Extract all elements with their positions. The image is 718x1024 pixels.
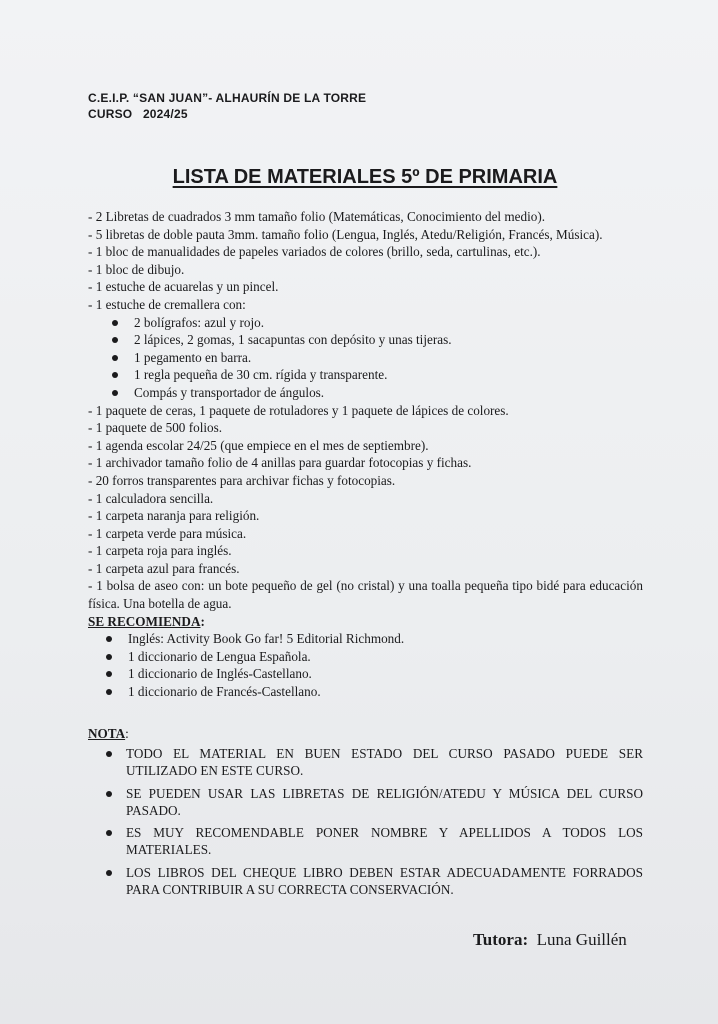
course-year: CURSO 2024/25	[88, 107, 188, 121]
recommended-heading-colon: :	[200, 613, 205, 629]
bullet-icon	[112, 390, 118, 396]
list-item-text: - 1 estuche de cremallera con:	[88, 296, 246, 312]
list-item	[88, 577, 643, 612]
bullet-icon	[106, 636, 112, 642]
note-heading-text: NOTA	[88, 725, 126, 741]
note-item	[88, 746, 643, 780]
recommended-item-text: 1 diccionario de Inglés-Castellano.	[128, 666, 312, 682]
note-item	[88, 786, 643, 820]
bullet-icon	[112, 355, 118, 361]
recommended-item-text: 1 diccionario de Francés-Castellano.	[128, 684, 321, 700]
recommended-heading	[88, 613, 643, 631]
signature-colon: :	[522, 930, 529, 949]
list-item-text: - 2 Libretas de cuadrados 3 mm tamaño folio (Matemáticas, Conocimiento del medio).	[88, 209, 546, 224]
list-item	[88, 261, 643, 279]
bullet-icon	[112, 337, 118, 343]
list-item-text: - 1 estuche de acuarelas y un pincel.	[88, 279, 279, 295]
materials-list	[88, 208, 643, 905]
note-item-text: ES MUY RECOMENDABLE PONER NOMBRE Y APELLIDOS A TODOS LOS MATERIALES.	[126, 825, 643, 858]
bullet-icon	[106, 751, 112, 757]
list-item-text: 1 pegamento en barra.	[134, 349, 252, 365]
list-item	[88, 226, 643, 244]
note-heading	[88, 725, 643, 743]
list-item-text: - 1 carpeta azul para francés.	[88, 560, 240, 576]
list-item	[88, 278, 643, 296]
list-item	[88, 542, 643, 560]
list-item-text: - 1 carpeta roja para inglés.	[88, 543, 232, 559]
list-item-text: - 1 calculadora sencilla.	[88, 490, 214, 506]
recommended-item	[88, 648, 643, 666]
sub-list-item	[88, 349, 643, 367]
list-item-text: - 1 bloc de manualidades de papeles variados de colores (brillo, seda, cartulinas, etc.).	[88, 244, 541, 260]
list-item-text: 2 bolígrafos: azul y rojo.	[134, 314, 265, 330]
recommended-item	[88, 630, 643, 648]
list-item	[88, 525, 643, 543]
recommended-item	[88, 665, 643, 683]
list-item	[88, 437, 643, 455]
list-item	[88, 419, 643, 437]
recommended-item-text: Inglés: Activity Book Go far! 5 Editorial Richmond.	[128, 631, 405, 647]
list-item-text: - 20 forros transparentes para archivar fichas y fotocopias.	[88, 472, 396, 488]
signature-label: Tutora	[473, 930, 523, 949]
list-item-text: - 1 agenda escolar 24/25 (que empiece en el mes de septiembre).	[88, 437, 429, 453]
signature	[473, 930, 627, 950]
list-item	[88, 402, 643, 420]
list-item-text: 1 regla pequeña de 30 cm. rígida y transparente.	[134, 367, 388, 383]
list-item-text: - 1 bloc de dibujo.	[88, 261, 185, 277]
list-item	[88, 490, 643, 508]
list-item-text: 2 lápices, 2 gomas, 1 sacapuntas con depósito y unas tijeras.	[134, 332, 452, 348]
recommended-list	[88, 630, 643, 700]
bullet-icon	[112, 372, 118, 378]
note-item-text: SE PUEDEN USAR LAS LIBRETAS DE RELIGIÓN/ATEDU Y MÚSICA DEL CURSO PASADO.	[126, 785, 643, 818]
list-item-text: - 1 paquete de 500 folios.	[88, 420, 223, 436]
school-name: C.E.I.P. “SAN JUAN”- ALHAURÍN DE LA TORRE	[88, 91, 367, 105]
list-item	[88, 454, 643, 472]
bullet-icon	[106, 689, 112, 695]
note-item-text: LOS LIBROS DEL CHEQUE LIBRO DEBEN ESTAR ADECUADAMENTE FORRADOS PARA CONTRIBUIR A SU CORRECTA CONSERVACIÓN.	[126, 865, 643, 897]
recommended-item	[88, 683, 643, 701]
list-item-text: - 1 paquete de ceras, 1 paquete de rotuladores y 1 paquete de lápices de colores.	[88, 402, 509, 418]
note-item-text: TODO EL MATERIAL EN BUEN ESTADO DEL CURSO PASADO PUEDE SER UTILIZADO EN ESTE CURSO.	[126, 746, 643, 779]
recommended-heading-text: SE RECOMIENDA	[88, 613, 201, 629]
list-item-text: - 1 archivador tamaño folio de 4 anillas para guardar fotocopias y fichas.	[88, 455, 472, 471]
note-list	[88, 746, 643, 898]
note-heading-colon: :	[125, 725, 129, 741]
list-item-text: - 1 carpeta verde para música.	[88, 525, 247, 541]
list-item	[88, 472, 643, 490]
document-title: LISTA DE MATERIALES 5º DE PRIMARIA	[172, 166, 558, 188]
sub-list-item	[88, 384, 643, 402]
bullet-icon	[106, 830, 112, 836]
school-header	[88, 90, 366, 122]
list-item	[88, 560, 643, 578]
note-item	[88, 825, 643, 859]
bullet-icon	[112, 320, 118, 326]
list-item	[88, 296, 643, 314]
sub-list-item	[88, 366, 643, 384]
note-item	[88, 865, 643, 899]
list-item	[88, 507, 643, 525]
bullet-icon	[106, 791, 112, 797]
list-item-text: - 1 bolsa de aseo con: un bote pequeño de gel (no cristal) y una toalla pequeña tipo bidé para educación física. Una botella de agua.	[88, 578, 643, 612]
list-item	[88, 243, 643, 261]
list-item-text: - 5 libretas de doble pauta 3mm. tamaño folio (Lengua, Inglés, Atedu/Religión, Francés, Música).	[88, 226, 603, 242]
bullet-icon	[106, 671, 112, 677]
recommended-item-text: 1 diccionario de Lengua Española.	[128, 648, 311, 664]
sub-list-item	[88, 314, 643, 332]
signature-name: Luna Guillén	[536, 930, 627, 949]
sub-list-item	[88, 331, 643, 349]
list-item-text: Compás y transportador de ángulos.	[134, 384, 325, 400]
bullet-icon	[106, 654, 112, 660]
list-item	[88, 208, 643, 226]
bullet-icon	[106, 870, 112, 876]
materials-items	[88, 208, 643, 613]
list-item-text: - 1 carpeta naranja para religión.	[88, 508, 260, 524]
